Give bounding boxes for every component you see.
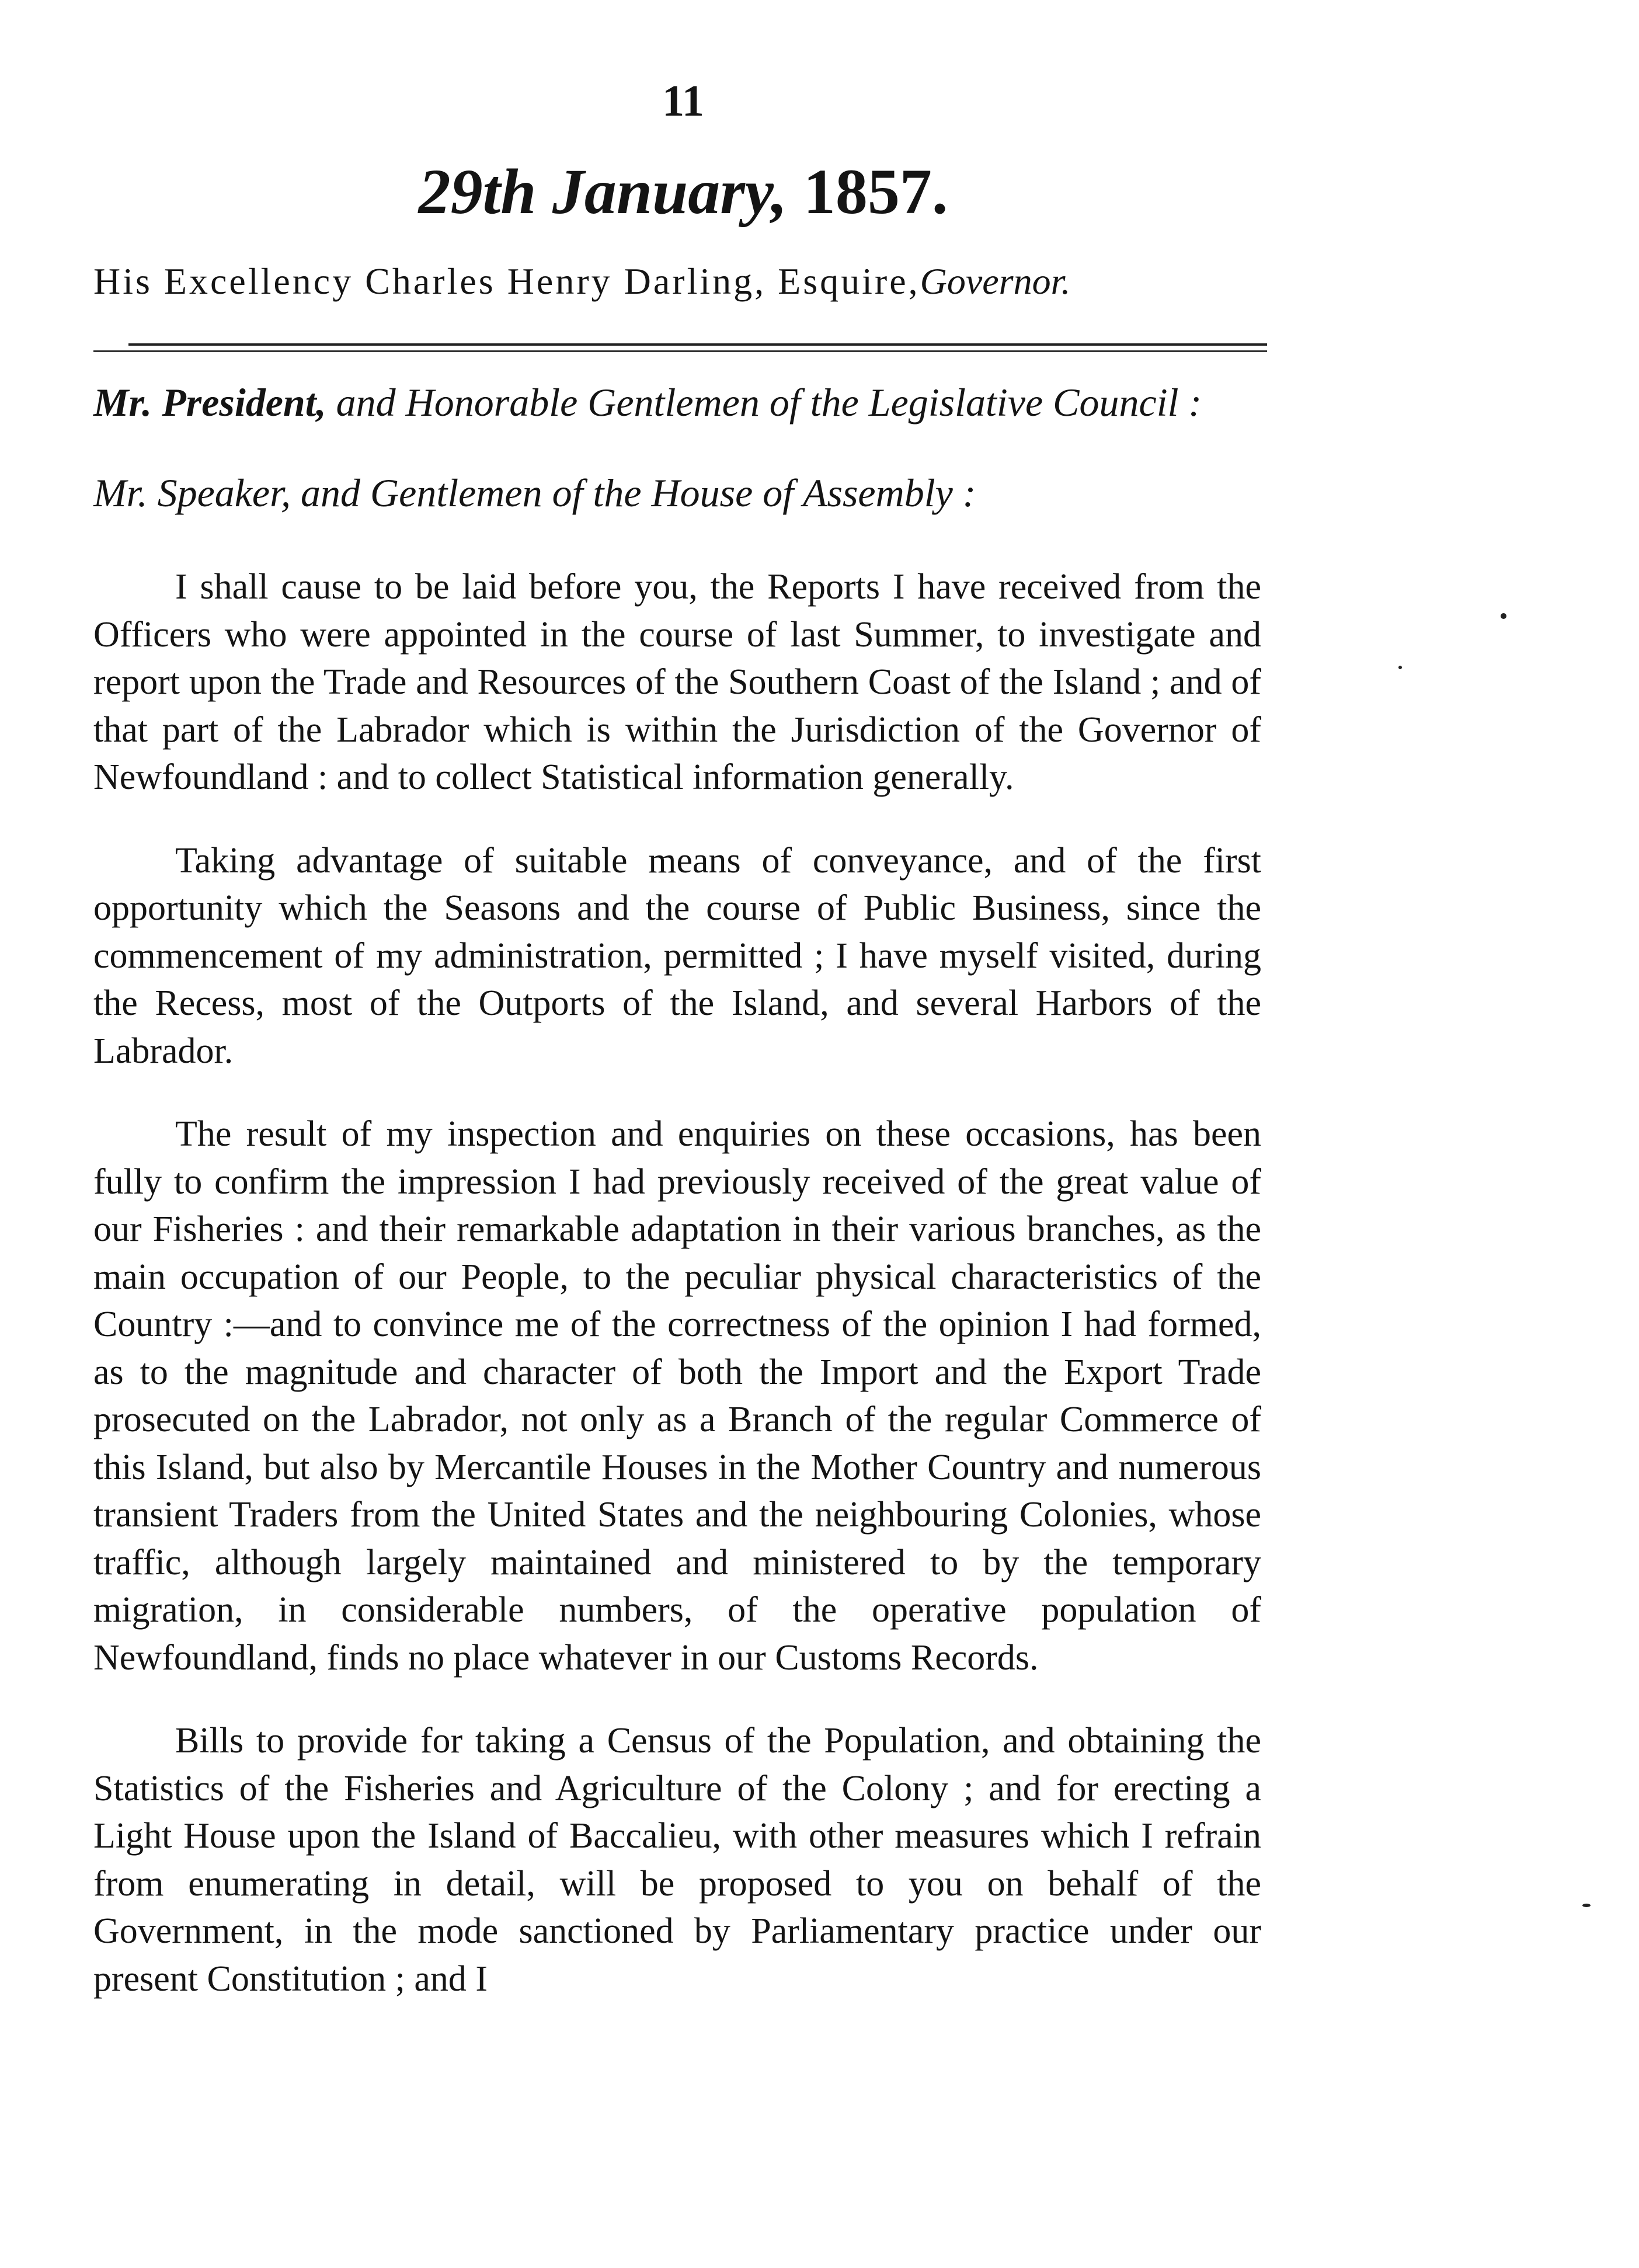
salutation-president: President,	[162, 380, 326, 425]
paragraph-bills: Bills to provide for taking a Census of the Population, and obtaining the Statistics of the Fisheries and Agriculture of the Colony ; and for erecting a Light House upon the Island of Baccalieu, with other measures which I refrain from enumerating in detail, will be proposed to you on behalf of the Government, in the mode sanctioned by Parliamentary practice under our present Constitution ; and I	[93, 1721, 1261, 1999]
governor-excellency: Excellency	[163, 260, 354, 302]
speech-body	[93, 563, 1261, 2039]
salutation-assembly: Mr. Speaker, and Gentlemen of the House of Assembly :	[93, 471, 976, 515]
ink-speck	[1501, 613, 1506, 619]
governor-esquire: Esquire,	[778, 260, 920, 302]
ink-speck	[1582, 1904, 1591, 1907]
paragraph-visits: Taking advantage of suitable means of conveyance, and of the first opportunity which the Seasons and the course of Public Business, since the commencement of my administration, permitted ; I have myself visited, during the Recess, most of the Outports of the Island, and several Harbors of the Labrador.	[93, 840, 1261, 1071]
governor-charles: Charles	[365, 260, 496, 302]
page-number: 11	[662, 76, 704, 126]
ink-speck	[1398, 666, 1402, 669]
governor-henry: Henry	[507, 260, 613, 302]
governor-darling: Darling,	[624, 260, 767, 302]
salutation-council-rest: and Honorable Gentlemen of the Legislative Council :	[336, 380, 1202, 425]
date-day-month: 29th January,	[418, 156, 788, 227]
paragraph-reports: I shall cause to be laid before you, the Reports I have received from the Officers who were appointed in the course of last Summer, to investigate and report upon the Trade and Resources of the Southern Coast of the Island ; and of that part of the Labrador which is within the Jurisdiction of the Governor of Newfoundland : and to collect Statistical information generally.	[93, 567, 1261, 797]
paragraph-fisheries: The result of my inspection and enquiries on these occasions, has been fully to confirm the impression I had previously received of the great value of our Fisheries : and their remarkable adaptation in their various branches, as the main occupation of our People, to the peculiar physical characteristics of the Country :—and to convince me of the correctness of the opinion I had formed, as to the magnitude and character of both the Import and the Export Trade prosecuted on the Labrador, not only as a Branch of the regular Commerce of this Island, but also by Mercantile Houses in the Mother Country and numerous transient Traders from the United States and the neighbouring Colonies, whose traffic, although largely maintained and ministered to by the temporary migration, in considerable numbers, of the operative population of Newfoundland, finds no place whatever in our Customs Records.	[93, 1114, 1261, 1678]
date-heading	[0, 155, 1366, 229]
governor-his: His	[93, 260, 152, 302]
divider-rule	[128, 343, 1267, 346]
date-year: 1857.	[803, 156, 948, 227]
salutation-council	[93, 380, 1261, 426]
divider-rule-lower	[93, 350, 1267, 352]
governor-title: Governor.	[920, 260, 1071, 302]
governor-line	[93, 260, 1261, 303]
salutation-mr: Mr.	[93, 380, 152, 425]
